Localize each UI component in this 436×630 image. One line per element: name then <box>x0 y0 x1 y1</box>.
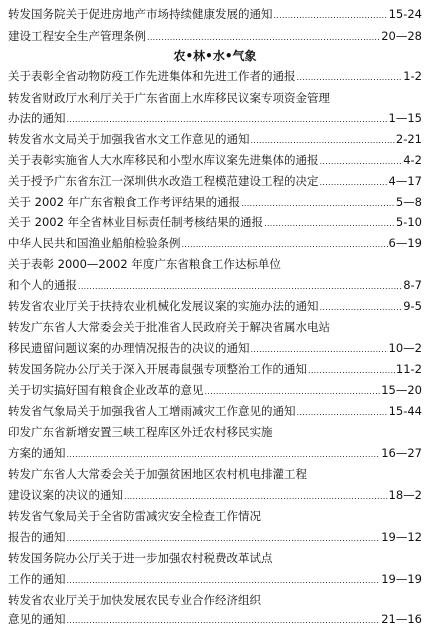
entry-title-line1: 转发省财政厅水利厅关于广东省面上水库移民议案专项资金管理 <box>8 91 330 105</box>
toc-entry <box>8 340 422 357</box>
leader-dots <box>205 382 381 399</box>
entry-page: 1—15 <box>388 111 422 125</box>
entry-page: 15-24 <box>388 7 422 21</box>
toc-entry <box>8 214 422 231</box>
leader-dots <box>251 131 395 148</box>
entry-page: 10—2 <box>388 341 422 355</box>
entry-title: 关于 2002 年全省林业目标责任制考核结果的通报 <box>8 215 264 229</box>
entry-title: 工作的通知 <box>8 572 66 586</box>
entry-page: 6—19 <box>388 236 422 250</box>
entry-title: 转发省水文局关于加强我省水文工作意见的通知 <box>8 132 250 146</box>
toc-entry <box>8 571 422 588</box>
entry-title: 办法的通知 <box>8 111 66 125</box>
toc-entry <box>8 110 422 127</box>
toc-entry <box>8 529 422 546</box>
entry-title-line1: 转发广东省人大常委会关于加强贫困地区农村机电排灌工程 <box>8 467 307 481</box>
toc-entry <box>8 194 422 211</box>
leader-dots <box>67 110 388 127</box>
leader-dots <box>251 340 388 357</box>
entry-page: 5-10 <box>395 215 422 229</box>
entry-title: 转发国务院关于促进房地产市场持续健康发展的通知 <box>8 7 273 21</box>
entry-page: 16—27 <box>381 446 422 460</box>
toc-entry <box>8 131 422 148</box>
toc-entry <box>8 6 422 23</box>
leader-dots <box>67 445 381 462</box>
leader-dots <box>182 235 388 252</box>
entry-title-line1: 转发省气象局关于全省防雷减灾安全检查工作情况 <box>8 509 261 523</box>
leader-dots <box>274 6 388 23</box>
leader-dots <box>124 487 388 504</box>
leader-dots <box>320 298 403 315</box>
entry-page: 4—17 <box>388 174 422 188</box>
entry-page: 15—20 <box>381 383 422 397</box>
toc-entry <box>8 277 422 294</box>
entry-title-line1: 印发广东省新增安置三峡工程库区外迁农村移民实施 <box>8 425 273 439</box>
entry-page: 15-44 <box>388 404 422 418</box>
leader-dots <box>67 571 381 588</box>
leader-dots <box>78 277 402 294</box>
entry-title-line1: 转发国务院办公厅关于进一步加强农村税费改革试点 <box>8 551 273 565</box>
entry-page: 9-5 <box>403 299 422 313</box>
entry-page: 21—16 <box>381 612 422 626</box>
toc-entry <box>8 382 422 399</box>
entry-page: 20—28 <box>381 29 422 43</box>
entry-title: 方案的通知 <box>8 446 66 460</box>
entry-title: 转发国务院办公厅关于深入开展毒鼠强专项整治工作的通知 <box>8 362 307 376</box>
entry-title: 意见的通知 <box>8 612 66 626</box>
leader-dots <box>67 611 381 628</box>
leader-dots <box>241 194 395 211</box>
toc-entry <box>8 487 422 504</box>
entry-page: 8-7 <box>403 278 422 292</box>
entry-title: 转发省气象局关于加强我省人工增雨减灾工作意见的通知 <box>8 404 296 418</box>
leader-dots <box>147 28 380 45</box>
toc-entry <box>8 445 422 462</box>
entry-title: 关于表彰全省动物防疫工作先进集体和先进工作者的通报 <box>8 69 296 83</box>
entry-page: 18—2 <box>388 488 422 502</box>
toc-entry <box>8 298 422 315</box>
entry-title: 中华人民共和国渔业船舶检验条例 <box>8 236 181 250</box>
entry-title: 转发省农业厅关于扶持农业机械化发展议案的实施办法的通知 <box>8 299 319 313</box>
toc-entry <box>8 361 422 378</box>
entry-title: 报告的通知 <box>8 530 66 544</box>
toc-entry <box>8 611 422 628</box>
leader-dots <box>297 68 403 85</box>
entry-title: 关于授予广东省东江一深圳供水改造工程模范建设工程的决定 <box>8 174 319 188</box>
entry-page: 5—8 <box>395 195 422 209</box>
leader-dots <box>67 529 381 546</box>
entry-title: 建设议案的决议的通知 <box>8 488 123 502</box>
leader-dots <box>264 214 395 231</box>
toc-entry <box>8 28 422 45</box>
entry-page: 11-2 <box>395 362 422 376</box>
leader-dots <box>308 361 395 378</box>
entry-title-line1: 转发广东省人大常委会关于批准省人民政府关于解决省属水电站 <box>8 320 330 334</box>
entry-title-line1: 关于表彰 2000—2002 年度广东省粮食工作达标单位 <box>8 257 281 271</box>
toc-entry <box>8 152 422 169</box>
entry-title-line1: 转发省农业厅关于加快发展农民专业合作经济组织 <box>8 593 261 607</box>
entry-page: 1-2 <box>403 69 422 83</box>
toc-entry <box>8 403 422 420</box>
entry-page: 19—12 <box>381 530 422 544</box>
entry-title: 关于表彰实施省人大水库移民和小型水库议案先进集体的通报 <box>8 153 319 167</box>
leader-dots <box>320 152 403 169</box>
entry-page: 4-2 <box>403 153 422 167</box>
entry-page: 2-21 <box>395 132 422 146</box>
leader-dots <box>297 403 388 420</box>
entry-page: 19—19 <box>381 572 422 586</box>
toc-entry <box>8 173 422 190</box>
entry-title: 建设工程安全生产管理条例 <box>8 29 146 43</box>
toc-entry <box>8 235 422 252</box>
entry-title: 关于切实搞好国有粮食企业改革的意见 <box>8 383 204 397</box>
leader-dots <box>320 173 388 190</box>
entry-title: 移民遗留问题议案的办理情况报告的决议的通知 <box>8 341 250 355</box>
entry-title: 关于 2002 年广东省粮食工作考评结果的通报 <box>8 195 241 209</box>
section-heading: 农•林•水•气象 <box>173 49 257 63</box>
entry-title: 和个人的通报 <box>8 278 77 292</box>
toc-entry <box>8 68 422 85</box>
